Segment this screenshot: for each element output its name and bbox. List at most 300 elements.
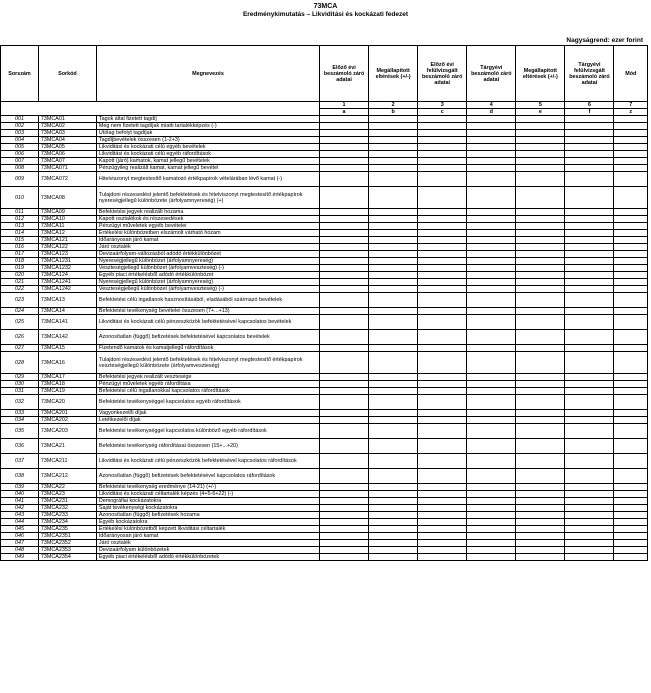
value-cell[interactable] — [369, 424, 418, 439]
value-cell[interactable] — [320, 151, 369, 158]
value-cell[interactable] — [369, 130, 418, 137]
value-cell[interactable] — [565, 315, 614, 330]
value-cell[interactable] — [565, 286, 614, 293]
value-cell[interactable] — [516, 498, 565, 505]
value-cell[interactable] — [418, 484, 467, 491]
value-cell[interactable] — [565, 293, 614, 308]
value-cell[interactable] — [320, 251, 369, 258]
value-cell[interactable] — [320, 345, 369, 352]
value-cell[interactable] — [369, 137, 418, 144]
value-cell[interactable] — [614, 484, 648, 491]
value-cell[interactable] — [418, 116, 467, 123]
value-cell[interactable] — [418, 395, 467, 410]
value-cell[interactable] — [320, 526, 369, 533]
value-cell[interactable] — [565, 272, 614, 279]
value-cell[interactable] — [467, 216, 516, 223]
value-cell[interactable] — [418, 279, 467, 286]
value-cell[interactable] — [369, 374, 418, 381]
value-cell[interactable] — [516, 491, 565, 498]
value-cell[interactable] — [614, 424, 648, 439]
value-cell[interactable] — [614, 130, 648, 137]
value-cell[interactable] — [565, 172, 614, 187]
value-cell[interactable] — [516, 151, 565, 158]
value-cell[interactable] — [565, 345, 614, 352]
value-cell[interactable] — [320, 258, 369, 265]
value-cell[interactable] — [565, 439, 614, 454]
value-cell[interactable] — [516, 374, 565, 381]
value-cell[interactable] — [320, 137, 369, 144]
value-cell[interactable] — [369, 554, 418, 561]
value-cell[interactable] — [320, 547, 369, 554]
value-cell[interactable] — [467, 230, 516, 237]
value-cell[interactable] — [614, 158, 648, 165]
value-cell[interactable] — [369, 251, 418, 258]
value-cell[interactable] — [369, 258, 418, 265]
value-cell[interactable] — [614, 381, 648, 388]
value-cell[interactable] — [467, 505, 516, 512]
value-cell[interactable] — [320, 237, 369, 244]
value-cell[interactable] — [516, 554, 565, 561]
value-cell[interactable] — [614, 454, 648, 469]
value-cell[interactable] — [467, 315, 516, 330]
value-cell[interactable] — [614, 352, 648, 374]
value-cell[interactable] — [516, 165, 565, 172]
value-cell[interactable] — [369, 286, 418, 293]
value-cell[interactable] — [614, 533, 648, 540]
value-cell[interactable] — [516, 388, 565, 395]
value-cell[interactable] — [467, 272, 516, 279]
value-cell[interactable] — [418, 540, 467, 547]
value-cell[interactable] — [614, 251, 648, 258]
value-cell[interactable] — [369, 498, 418, 505]
value-cell[interactable] — [467, 279, 516, 286]
value-cell[interactable] — [467, 116, 516, 123]
value-cell[interactable] — [467, 512, 516, 519]
value-cell[interactable] — [467, 491, 516, 498]
value-cell[interactable] — [369, 165, 418, 172]
value-cell[interactable] — [320, 388, 369, 395]
value-cell[interactable] — [467, 439, 516, 454]
value-cell[interactable] — [565, 554, 614, 561]
value-cell[interactable] — [467, 454, 516, 469]
value-cell[interactable] — [516, 279, 565, 286]
value-cell[interactable] — [467, 381, 516, 388]
value-cell[interactable] — [614, 123, 648, 130]
value-cell[interactable] — [369, 381, 418, 388]
value-cell[interactable] — [614, 554, 648, 561]
value-cell[interactable] — [516, 286, 565, 293]
value-cell[interactable] — [418, 315, 467, 330]
value-cell[interactable] — [418, 533, 467, 540]
value-cell[interactable] — [467, 158, 516, 165]
value-cell[interactable] — [565, 352, 614, 374]
value-cell[interactable] — [418, 216, 467, 223]
value-cell[interactable] — [614, 395, 648, 410]
value-cell[interactable] — [467, 498, 516, 505]
value-cell[interactable] — [369, 272, 418, 279]
value-cell[interactable] — [320, 417, 369, 424]
value-cell[interactable] — [369, 216, 418, 223]
value-cell[interactable] — [418, 439, 467, 454]
value-cell[interactable] — [418, 505, 467, 512]
value-cell[interactable] — [516, 187, 565, 209]
value-cell[interactable] — [418, 345, 467, 352]
value-cell[interactable] — [516, 512, 565, 519]
value-cell[interactable] — [369, 244, 418, 251]
value-cell[interactable] — [565, 540, 614, 547]
value-cell[interactable] — [418, 251, 467, 258]
value-cell[interactable] — [516, 330, 565, 345]
value-cell[interactable] — [320, 374, 369, 381]
value-cell[interactable] — [467, 410, 516, 417]
value-cell[interactable] — [467, 144, 516, 151]
value-cell[interactable] — [614, 265, 648, 272]
value-cell[interactable] — [516, 417, 565, 424]
value-cell[interactable] — [320, 116, 369, 123]
value-cell[interactable] — [467, 293, 516, 308]
value-cell[interactable] — [516, 144, 565, 151]
value-cell[interactable] — [418, 265, 467, 272]
value-cell[interactable] — [614, 410, 648, 417]
value-cell[interactable] — [467, 187, 516, 209]
value-cell[interactable] — [467, 417, 516, 424]
value-cell[interactable] — [614, 374, 648, 381]
value-cell[interactable] — [418, 137, 467, 144]
value-cell[interactable] — [467, 540, 516, 547]
value-cell[interactable] — [467, 137, 516, 144]
value-cell[interactable] — [320, 144, 369, 151]
value-cell[interactable] — [369, 505, 418, 512]
value-cell[interactable] — [565, 417, 614, 424]
value-cell[interactable] — [614, 388, 648, 395]
value-cell[interactable] — [565, 216, 614, 223]
value-cell[interactable] — [516, 526, 565, 533]
value-cell[interactable] — [418, 258, 467, 265]
value-cell[interactable] — [516, 315, 565, 330]
value-cell[interactable] — [516, 230, 565, 237]
value-cell[interactable] — [320, 130, 369, 137]
value-cell[interactable] — [320, 123, 369, 130]
value-cell[interactable] — [565, 209, 614, 216]
value-cell[interactable] — [320, 265, 369, 272]
value-cell[interactable] — [369, 388, 418, 395]
value-cell[interactable] — [369, 352, 418, 374]
value-cell[interactable] — [467, 244, 516, 251]
value-cell[interactable] — [467, 209, 516, 216]
value-cell[interactable] — [320, 484, 369, 491]
value-cell[interactable] — [516, 439, 565, 454]
value-cell[interactable] — [614, 491, 648, 498]
value-cell[interactable] — [369, 308, 418, 315]
value-cell[interactable] — [565, 454, 614, 469]
value-cell[interactable] — [320, 244, 369, 251]
value-cell[interactable] — [565, 374, 614, 381]
value-cell[interactable] — [320, 519, 369, 526]
value-cell[interactable] — [369, 187, 418, 209]
value-cell[interactable] — [565, 388, 614, 395]
value-cell[interactable] — [418, 151, 467, 158]
value-cell[interactable] — [614, 279, 648, 286]
value-cell[interactable] — [565, 237, 614, 244]
value-cell[interactable] — [369, 172, 418, 187]
value-cell[interactable] — [369, 123, 418, 130]
value-cell[interactable] — [418, 293, 467, 308]
value-cell[interactable] — [320, 454, 369, 469]
value-cell[interactable] — [418, 172, 467, 187]
value-cell[interactable] — [369, 540, 418, 547]
value-cell[interactable] — [516, 345, 565, 352]
value-cell[interactable] — [418, 123, 467, 130]
value-cell[interactable] — [614, 272, 648, 279]
value-cell[interactable] — [320, 491, 369, 498]
value-cell[interactable] — [565, 424, 614, 439]
value-cell[interactable] — [614, 308, 648, 315]
value-cell[interactable] — [467, 484, 516, 491]
value-cell[interactable] — [467, 308, 516, 315]
value-cell[interactable] — [516, 352, 565, 374]
value-cell[interactable] — [369, 533, 418, 540]
value-cell[interactable] — [418, 424, 467, 439]
value-cell[interactable] — [320, 286, 369, 293]
value-cell[interactable] — [565, 258, 614, 265]
value-cell[interactable] — [418, 308, 467, 315]
value-cell[interactable] — [369, 223, 418, 230]
value-cell[interactable] — [467, 172, 516, 187]
value-cell[interactable] — [320, 209, 369, 216]
value-cell[interactable] — [320, 439, 369, 454]
value-cell[interactable] — [614, 345, 648, 352]
value-cell[interactable] — [614, 237, 648, 244]
value-cell[interactable] — [320, 187, 369, 209]
value-cell[interactable] — [516, 172, 565, 187]
value-cell[interactable] — [369, 454, 418, 469]
value-cell[interactable] — [614, 187, 648, 209]
value-cell[interactable] — [320, 498, 369, 505]
value-cell[interactable] — [516, 265, 565, 272]
value-cell[interactable] — [565, 519, 614, 526]
value-cell[interactable] — [565, 547, 614, 554]
value-cell[interactable] — [516, 519, 565, 526]
value-cell[interactable] — [467, 424, 516, 439]
value-cell[interactable] — [418, 519, 467, 526]
value-cell[interactable] — [369, 417, 418, 424]
value-cell[interactable] — [418, 512, 467, 519]
value-cell[interactable] — [369, 526, 418, 533]
value-cell[interactable] — [516, 395, 565, 410]
value-cell[interactable] — [467, 237, 516, 244]
value-cell[interactable] — [418, 352, 467, 374]
value-cell[interactable] — [467, 374, 516, 381]
value-cell[interactable] — [614, 293, 648, 308]
value-cell[interactable] — [565, 187, 614, 209]
value-cell[interactable] — [614, 223, 648, 230]
value-cell[interactable] — [614, 137, 648, 144]
value-cell[interactable] — [418, 381, 467, 388]
value-cell[interactable] — [320, 424, 369, 439]
value-cell[interactable] — [516, 540, 565, 547]
value-cell[interactable] — [320, 279, 369, 286]
value-cell[interactable] — [565, 469, 614, 484]
value-cell[interactable] — [516, 410, 565, 417]
value-cell[interactable] — [320, 158, 369, 165]
value-cell[interactable] — [467, 223, 516, 230]
value-cell[interactable] — [320, 554, 369, 561]
value-cell[interactable] — [418, 223, 467, 230]
value-cell[interactable] — [418, 187, 467, 209]
value-cell[interactable] — [369, 512, 418, 519]
value-cell[interactable] — [467, 533, 516, 540]
value-cell[interactable] — [467, 388, 516, 395]
value-cell[interactable] — [614, 469, 648, 484]
value-cell[interactable] — [320, 308, 369, 315]
value-cell[interactable] — [320, 315, 369, 330]
value-cell[interactable] — [565, 144, 614, 151]
value-cell[interactable] — [369, 209, 418, 216]
value-cell[interactable] — [320, 533, 369, 540]
value-cell[interactable] — [418, 165, 467, 172]
value-cell[interactable] — [467, 352, 516, 374]
value-cell[interactable] — [614, 547, 648, 554]
value-cell[interactable] — [369, 293, 418, 308]
value-cell[interactable] — [614, 417, 648, 424]
value-cell[interactable] — [467, 330, 516, 345]
value-cell[interactable] — [467, 165, 516, 172]
value-cell[interactable] — [516, 116, 565, 123]
value-cell[interactable] — [565, 505, 614, 512]
value-cell[interactable] — [418, 237, 467, 244]
value-cell[interactable] — [320, 505, 369, 512]
value-cell[interactable] — [565, 484, 614, 491]
value-cell[interactable] — [516, 424, 565, 439]
value-cell[interactable] — [369, 158, 418, 165]
value-cell[interactable] — [320, 165, 369, 172]
value-cell[interactable] — [565, 526, 614, 533]
value-cell[interactable] — [369, 237, 418, 244]
value-cell[interactable] — [418, 469, 467, 484]
value-cell[interactable] — [320, 352, 369, 374]
value-cell[interactable] — [320, 216, 369, 223]
value-cell[interactable] — [467, 286, 516, 293]
value-cell[interactable] — [467, 554, 516, 561]
value-cell[interactable] — [320, 395, 369, 410]
value-cell[interactable] — [516, 293, 565, 308]
value-cell[interactable] — [565, 512, 614, 519]
value-cell[interactable] — [516, 533, 565, 540]
value-cell[interactable] — [418, 272, 467, 279]
value-cell[interactable] — [418, 244, 467, 251]
value-cell[interactable] — [516, 484, 565, 491]
value-cell[interactable] — [614, 439, 648, 454]
value-cell[interactable] — [467, 123, 516, 130]
value-cell[interactable] — [516, 123, 565, 130]
value-cell[interactable] — [565, 244, 614, 251]
value-cell[interactable] — [320, 512, 369, 519]
value-cell[interactable] — [614, 230, 648, 237]
value-cell[interactable] — [418, 144, 467, 151]
value-cell[interactable] — [418, 330, 467, 345]
value-cell[interactable] — [467, 258, 516, 265]
value-cell[interactable] — [614, 512, 648, 519]
value-cell[interactable] — [467, 519, 516, 526]
value-cell[interactable] — [565, 395, 614, 410]
value-cell[interactable] — [565, 137, 614, 144]
value-cell[interactable] — [467, 526, 516, 533]
value-cell[interactable] — [418, 498, 467, 505]
value-cell[interactable] — [516, 258, 565, 265]
value-cell[interactable] — [467, 547, 516, 554]
value-cell[interactable] — [614, 216, 648, 223]
value-cell[interactable] — [369, 230, 418, 237]
value-cell[interactable] — [467, 130, 516, 137]
value-cell[interactable] — [418, 388, 467, 395]
value-cell[interactable] — [369, 345, 418, 352]
value-cell[interactable] — [467, 345, 516, 352]
value-cell[interactable] — [516, 158, 565, 165]
value-cell[interactable] — [320, 230, 369, 237]
value-cell[interactable] — [614, 286, 648, 293]
value-cell[interactable] — [418, 209, 467, 216]
value-cell[interactable] — [369, 151, 418, 158]
value-cell[interactable] — [320, 330, 369, 345]
value-cell[interactable] — [565, 491, 614, 498]
value-cell[interactable] — [565, 265, 614, 272]
value-cell[interactable] — [418, 410, 467, 417]
value-cell[interactable] — [467, 251, 516, 258]
value-cell[interactable] — [467, 151, 516, 158]
value-cell[interactable] — [565, 130, 614, 137]
value-cell[interactable] — [516, 454, 565, 469]
value-cell[interactable] — [467, 469, 516, 484]
value-cell[interactable] — [516, 251, 565, 258]
value-cell[interactable] — [516, 237, 565, 244]
value-cell[interactable] — [418, 554, 467, 561]
value-cell[interactable] — [369, 469, 418, 484]
value-cell[interactable] — [516, 505, 565, 512]
value-cell[interactable] — [565, 498, 614, 505]
value-cell[interactable] — [369, 315, 418, 330]
value-cell[interactable] — [369, 265, 418, 272]
value-cell[interactable] — [614, 540, 648, 547]
value-cell[interactable] — [320, 410, 369, 417]
value-cell[interactable] — [614, 498, 648, 505]
value-cell[interactable] — [418, 417, 467, 424]
value-cell[interactable] — [565, 381, 614, 388]
value-cell[interactable] — [614, 151, 648, 158]
value-cell[interactable] — [614, 165, 648, 172]
value-cell[interactable] — [614, 505, 648, 512]
value-cell[interactable] — [516, 547, 565, 554]
value-cell[interactable] — [369, 410, 418, 417]
value-cell[interactable] — [418, 547, 467, 554]
value-cell[interactable] — [418, 286, 467, 293]
value-cell[interactable] — [565, 410, 614, 417]
value-cell[interactable] — [320, 223, 369, 230]
value-cell[interactable] — [516, 137, 565, 144]
value-cell[interactable] — [369, 144, 418, 151]
value-cell[interactable] — [418, 230, 467, 237]
value-cell[interactable] — [565, 279, 614, 286]
value-cell[interactable] — [320, 172, 369, 187]
value-cell[interactable] — [614, 330, 648, 345]
value-cell[interactable] — [320, 293, 369, 308]
value-cell[interactable] — [516, 130, 565, 137]
value-cell[interactable] — [418, 374, 467, 381]
value-cell[interactable] — [614, 244, 648, 251]
value-cell[interactable] — [369, 547, 418, 554]
value-cell[interactable] — [516, 216, 565, 223]
value-cell[interactable] — [516, 223, 565, 230]
value-cell[interactable] — [565, 123, 614, 130]
